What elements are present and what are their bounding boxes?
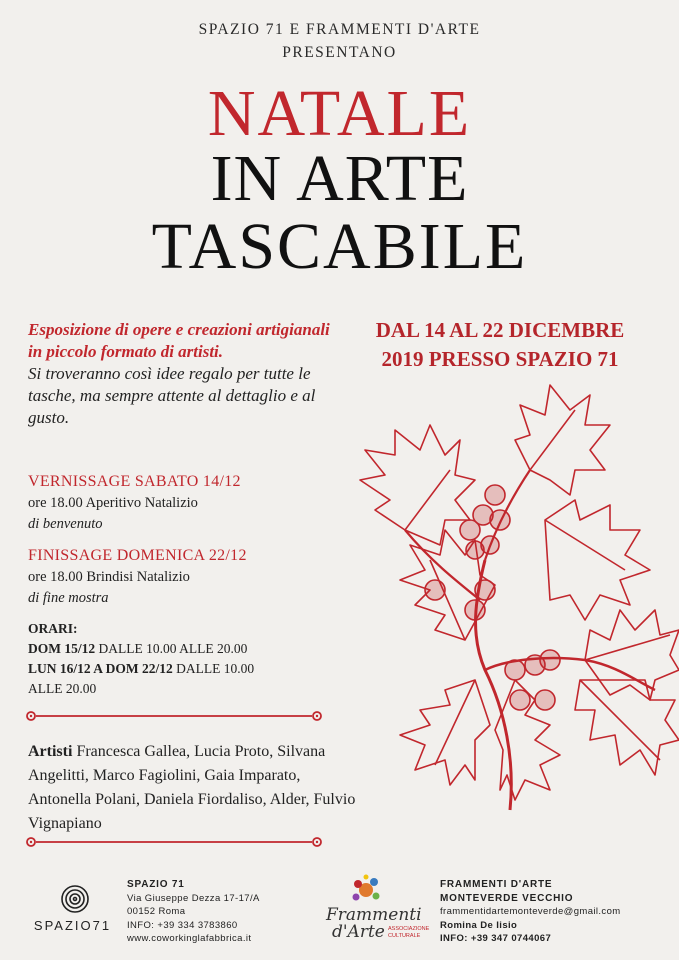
spazio-logo-text: SPAZIO71 [33, 918, 112, 933]
intro-highlight: Esposizione di opere e creazioni artigianali in piccolo formato di artisti. [28, 320, 330, 361]
frammenti-logo-text3: ASSOCIAZIONE CULTURALE [388, 926, 430, 939]
frammenti-logo-text1: Frammenti [326, 905, 422, 925]
spazio-name: SPAZIO 71 [127, 879, 185, 890]
presenters-line2: PRESENTANO [282, 44, 397, 61]
finissage-sub: di fine mostra [28, 590, 109, 606]
artists-list [28, 740, 358, 836]
title-natale: NATALE [207, 77, 472, 150]
frammenti-contact-info [440, 878, 675, 946]
frammenti-logo [318, 870, 428, 950]
intro-body: Si troveranno così idee regalo per tutte le tasche, ma sempre attente al dettaglio e al gusto. [28, 364, 316, 427]
orari-row2-hours: DALLE 10.00 [172, 661, 255, 676]
ornament-divider-top [24, 709, 324, 723]
orari-row1-hours: DALLE 10.00 ALLE 20.00 [95, 641, 248, 656]
finissage-line: ore 18.00 Brindisi Natalizio [28, 569, 190, 585]
orari-row3: ALLE 20.00 [28, 681, 97, 696]
artists-names: Francesca Gallea, Lucia Proto, Silvana Angelitti, Marco Fagiolini, Gaia Imparato, Antonella Polani, Daniela Fiordaliso, Alder, Fulvio Vignapiano [28, 743, 356, 832]
spazio-spiral-icon [60, 884, 90, 914]
title-in-arte: IN ARTE [210, 142, 469, 215]
dates-line2: 2019 PRESSO SPAZIO 71 [381, 347, 619, 371]
event-dates [335, 316, 665, 374]
frammenti-name1: FRAMMENTI D'ARTE [440, 879, 553, 890]
finissage-block [28, 545, 348, 609]
spazio-phone: INFO: +39 334 3783860 [127, 919, 238, 931]
spazio-website[interactable]: www.coworkinglafabbrica.it [127, 933, 252, 944]
vernissage-title: VERNISSAGE SABATO 14/12 [28, 473, 241, 490]
holly-branch-illustration [335, 380, 679, 830]
presenters-line1: SPAZIO 71 E FRAMMENTI D'ARTE [198, 21, 481, 38]
ornament-divider-bottom [24, 835, 324, 849]
frammenti-person: Romina De Iisio [440, 919, 518, 931]
orari-row1-days: DOM 15/12 [28, 641, 96, 656]
artists-label: Artisti [28, 743, 73, 760]
intro-text [28, 319, 348, 429]
title-tascabile: TASCABILE [151, 210, 528, 283]
finissage-title: FINISSAGE DOMENICA 22/12 [28, 547, 247, 564]
presenters [0, 18, 679, 64]
vernissage-sub: di benvenuto [28, 516, 103, 532]
spazio-contact-info [127, 878, 327, 946]
frammenti-name2: MONTEVERDE VECCHIO [440, 892, 574, 904]
spazio-address2: 00152 Roma [127, 906, 186, 917]
frammenti-phone: INFO: +39 347 0744067 [440, 933, 552, 944]
orari-label: ORARI: [28, 621, 78, 636]
dates-line1: DAL 14 AL 22 DICEMBRE [375, 318, 625, 342]
frammenti-splash-icon [346, 872, 386, 908]
orari-row2-days: LUN 16/12 A DOM 22/12 [28, 661, 173, 676]
frammenti-email[interactable]: frammentidartemonteverde@gmail.com [440, 906, 621, 917]
spazio-address1: Via Giuseppe Dezza 17-17/A [127, 892, 260, 904]
frammenti-logo-text2: d'Arte [332, 922, 385, 942]
opening-hours [28, 619, 328, 699]
vernissage-block [28, 471, 348, 535]
vernissage-line: ore 18.00 Aperitivo Natalizio [28, 495, 198, 511]
